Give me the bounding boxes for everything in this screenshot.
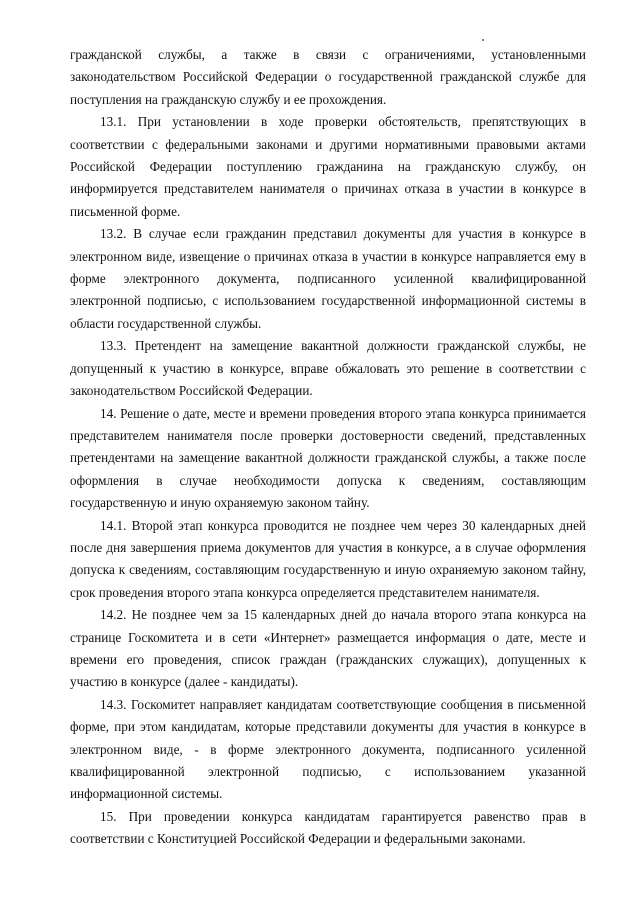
scan-speck [482,39,484,41]
paragraph-13-1: 13.1. При установлении в ходе проверки обстоятельств, препятствующих в соответствии с федеральными законами и другими нормативными правовыми актами Российской Федерации поступлению гражданина на гражданскую службу, он информируется представителем нанимателя о причинах отказа в участии в конкурсе в письменной форме. [70,114,586,219]
paragraph-continuation: гражданской службы, а также в связи с ограничениями, установленными законодательством Российской Федерации о государственной гражданской службе для поступления на гражданскую службу и ее прохождения. [70,47,586,107]
paragraph-15: 15. При проведении конкурса кандидатам гарантируется равенство прав в соответствии с Конституцией Российской Федерации и федеральными законами. [70,808,586,847]
paragraph-13-3: 13.3. Претендент на замещение вакантной должности гражданской службы, не допущенный к участию в конкурсе, вправе обжаловать это решение в соответствии с законодательством Российской Федерации. [70,338,586,399]
paragraph-14-1: 14.1. Второй этап конкурса проводится не позднее чем через 30 календарных дней после дня завершения приема документов для участия в конкурсе, а в случае оформления допуска к сведениям, составляющим государственную и иную охраняемую законом тайну, срок проведения второго этапа конкурса определяется представителем нанимателя. [70,517,586,600]
document-body [70,44,586,851]
paragraph-14: 14. Решение о дате, месте и времени проведения второго этапа конкурса принимается представителем нанимателя после проверки достоверности сведений, представленных претендентами на замещение вакантной должности гражданской службы, а также после оформления в случае необходимости допуска к сведениям, составляющим государственную и иную охраняемую законом тайну. [70,405,586,511]
paragraph-13-2: 13.2. В случае если гражданин представил документы для участия в конкурсе в электронном виде, извещение о причинах отказа в участии в конкурсе направляется ему в форме электронного документа, подписанного усиленной квалифицированной электронной подписью, с использованием государственной информационной системы в области государственной службы. [70,226,586,331]
paragraph-14-3: 14.3. Госкомитет направляет кандидатам соответствующие сообщения в письменной форме, при этом кандидатам, которые представили документы для участия в конкурсе в электронном виде, - в форме электронного документа, подписанного усиленной квалифицированной электронной подписью, с использованием указанной информационной системы. [70,696,586,802]
paragraph-14-2: 14.2. Не позднее чем за 15 календарных дней до начала второго этапа конкурса на странице Госкомитета и в сети «Интернет» размещается информация о дате, месте и времени его проведения, список граждан (гражданских служащих), допущенных к участию в конкурсе (далее - кандидаты). [70,607,586,690]
